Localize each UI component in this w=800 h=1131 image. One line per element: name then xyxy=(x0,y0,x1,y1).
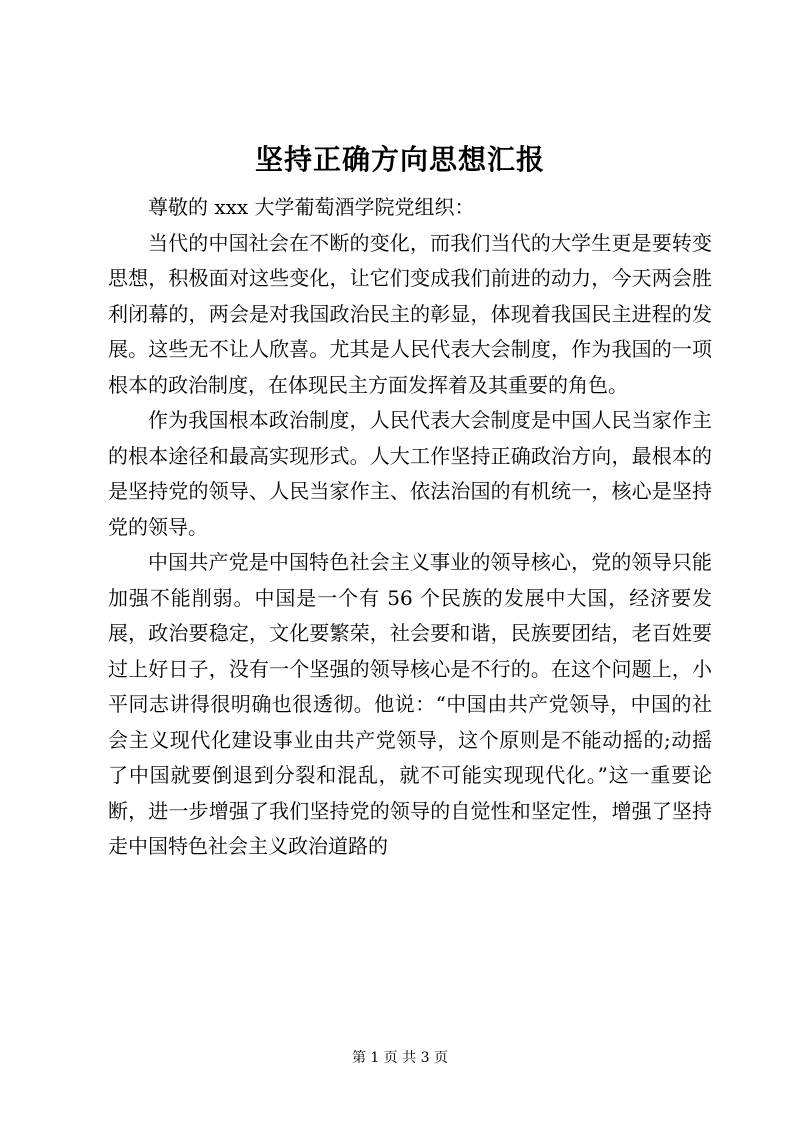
document-title: 坚持正确方向思想汇报 xyxy=(254,143,545,176)
page-footer: 第 1 页 共 3 页 xyxy=(351,1050,449,1066)
salutation: 尊敬的 xxx 大学葡萄酒学院党组织： xyxy=(148,195,475,219)
paragraph-1: 当代的中国社会在不断的变化，而我们当代的大学生更是要转变思想，积极面对这些变化，让它们变成我们前进的动力，今天两会胜利闭幕的，两会是对我国政治民主的彰显，体现着我国民主进程的发展。这些无不让人欣喜。尤其是人民代表大会制度，作为我国的一项根本的政治制度，在体现民主方面发挥着及其重要的角色。 xyxy=(108,230,712,397)
paragraph-2: 作为我国根本政治制度，人民代表大会制度是中国人民当家作主的根本途径和最高实现形式。人大工作坚持正确政治方向，最根本的是坚持党的领导、人民当家作主、依法治国的有机统一，核心是坚持党的领导。 xyxy=(108,408,712,539)
document-body xyxy=(108,190,712,865)
paragraph-3: 中国共产党是中国特色社会主义事业的领导核心，党的领导只能加强不能削弱。中国是一个有 56 个民族的发展中大国，经济要发展，政治要稳定，文化要繁荣，社会要和谐，民族要团结，老百姓要过上好日子，没有一个坚强的领导核心是不行的。在这个问题上，小平同志讲得很明确也很透彻。他说：“中国由共产党领导，中国的社会主义现代化建设事业由共产党领导，这个原则是不能动摇的;动摇了中国就要倒退到分裂和混乱，就不可能实现现代化。”这一重要论断，进一步增强了我们坚持党的领导的自觉性和坚定性，增强了坚持走中国特色社会主义政治道路的 xyxy=(108,550,712,858)
